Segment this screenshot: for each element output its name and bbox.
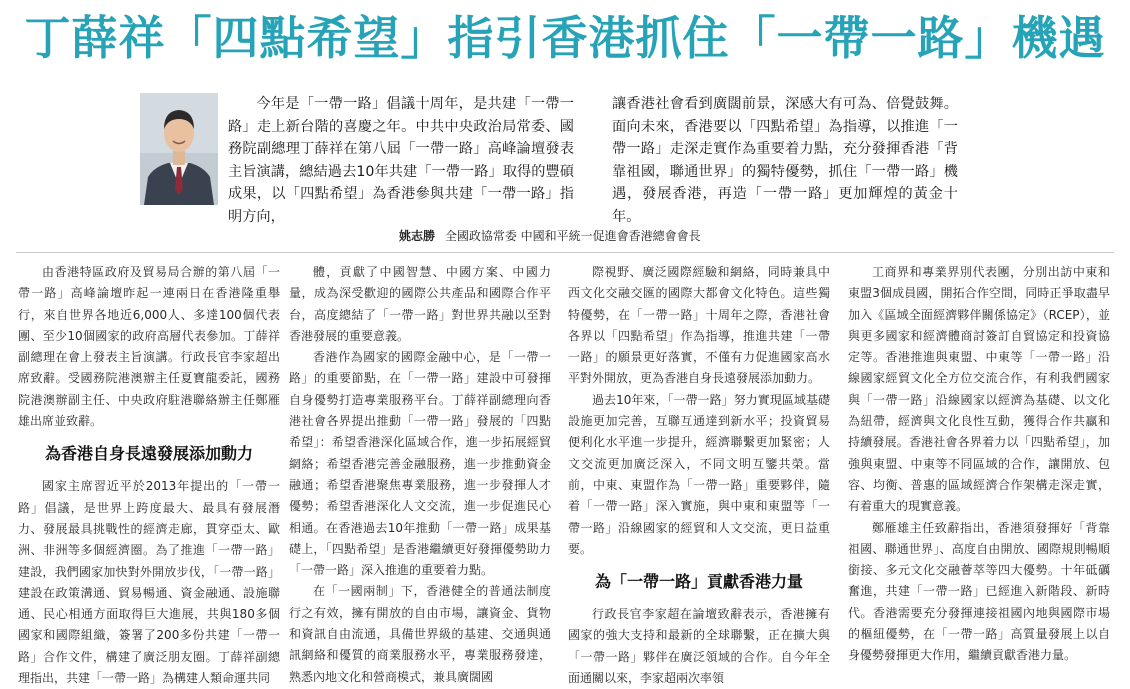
article-column-2 — [289, 262, 551, 688]
paragraph: 香港作為國家的國際金融中心，是「一帶一路」的重要節點，在「一帶一路」建設中可發揮自身優勢打造專業服務平台。丁薛祥副總理向香港社會各界提出推動「一帶一路」發展的「四點希望」：希望香港深化區域合作，進一步拓展經貿網絡；希望香港完善金融服務，進一步推動資金融通；希望香港聚焦專業服務，進一步發揮人才優勢；希望香港深化人文交流，進一步促進民心相通。在香港過去10年推動「一帶一路」成果基礎上，「四點希望」是香港繼續更好發揮優勢助力「一帶一路」深入推進的重要着力點。 — [289, 350, 551, 578]
paragraph: 工商界和專業界別代表團，分別出訪中東和東盟3個成員國，開拓合作空間，同時正爭取盡早加入《區域全面經濟夥伴關係協定》（RCEP），並與更多國家和經濟體商討簽訂自貿協定和投資協定等。香港推進與東盟、中東等「一帶一路」沿線國家經貿文化全方位交流合作，有利我們國家與「一帶一路」沿線國家以經濟為基礎、以文化為紐帶，經濟與文化良性互動，獲得合作共贏和持續發展。香港社會各界着力以「四點希望」，加強與東盟、中東等不同區域的合作，讓開放、包容、均衡、普惠的區域經濟合作架構走深走實，有着重大的現實意義。 — [848, 265, 1110, 514]
author-byline — [399, 227, 999, 245]
author-portrait-image — [140, 93, 218, 205]
author-title: 全國政協常委 中國和平統一促進會香港總會會長 — [444, 229, 701, 243]
paragraph: 體，貢獻了中國智慧、中國方案、中國力量，成為深受歡迎的國際公共產品和國際合作平台，高度總結了「一帶一路」對世界共融以至對香港發展的重要意義。 — [289, 265, 551, 343]
author-photo — [140, 93, 218, 205]
paragraph: 際視野、廣泛國際經驗和網絡，同時兼具中西文化交融交匯的國際大都會文化特色。這些獨特優勢，在「一帶一路」十周年之際，香港社會各界以「四點希望」作為指導，推進共建「一帶一路」的願景更好落實，不僅有力促進國家高水平對外開放，更為香港自身長遠發展添加動力。 — [568, 265, 830, 386]
article-column-1 — [18, 262, 280, 689]
section-divider — [16, 252, 1114, 253]
paragraph: 在「一國兩制」下，香港健全的普通法制度行之有效，擁有開放的自由市場，讓資金、貨物和資訊自由流通，具備世界級的基建、交通與通訊網絡和優質的商業服務水平，專業服務發達，熟悉內地文化和營商模式，兼具廣闊國 — [289, 584, 551, 684]
intro-paragraph-right: 讓香港社會看到廣闊前景，深感大有可為、倍覺鼓舞。面向未來，香港要以「四點希望」為指導，以推進「一帶一路」走深走實作為重要着力點，充分發揮香港「背靠祖國，聯通世界」的獨特優勢，抓住「一帶一路」機遇，發展香港，再造「一帶一路」更加輝煌的黃金十年。 — [612, 96, 958, 225]
paragraph: 過去10年來，「一帶一路」努力實現區域基礎設施更加完善，互聯互通達到新水平；投資貿易便利化水平進一步提升，經濟聯繫更加緊密；人文交流更加廣泛深入，不同文明互鑒共榮。當前，中東、東盟作為「一帶一路」重要夥伴，隨着「一帶一路」深入實施，與中東和東盟等「一帶一路」沿線國家的經貿和人文交流，更日益重要。 — [568, 392, 830, 556]
article-column-4 — [848, 262, 1110, 667]
paragraph: 行政長官李家超在論壇致辭表示，香港擁有國家的強大支持和最新的全球聯繫，正在擴大與「一帶一路」夥伴在廣泛領域的合作。自今年全面通關以來，李家超兩次率領 — [568, 607, 830, 686]
article-column-3 — [568, 262, 830, 689]
section-heading: 為香港自身長遠發展添加動力 — [44, 444, 253, 464]
paragraph: 國家主席習近平於2013年提出的「一帶一路」倡議，是世界上跨度最大、最具有發展潛力、發展最具挑戰性的經濟走廊，貫穿亞太、歐洲、非洲等多個經濟圈。為了推進「一帶一路」建設，我們國家加快對外開放步伐，「一帶一路」建設在政策溝通、貿易暢通、資金融通、設施聯通、民心相通方面取得巨大進展，共與180多個國家和國際組織，簽署了200多份共建「一帶一路」合作文件，構建了廣泛朋友圈。丁薛祥副總理指出，共建「一帶一路」為構建人類命運共同 — [18, 479, 280, 686]
author-name: 姚志勝 — [399, 229, 436, 243]
paragraph: 由香港特區政府及貿易局合辦的第八屆「一帶一路」高峰論壇昨起一連兩日在香港隆重舉行，來自世界各地近6,000人、多達100個代表團、至少10個國家的政府高層代表參加。丁薛祥副總理在會上發表主旨演講。行政長官李家超出席致辭。受國務院港澳辦主任夏寶龍委託，國務院港澳辦副主任、中央政府駐港聯絡辦主任鄭雁雄出席並致辭。 — [18, 265, 280, 429]
paragraph: 鄭雁雄主任致辭指出，香港須發揮好「背靠祖國、聯通世界」、高度自由開放、國際規則暢順銜接、多元文化交融薈萃等四大優勢。十年砥礪奮進，共建「一帶一路」已經進入新階段、新時代。香港需要充分發揮連接祖國內地與國際市場的樞紐優勢，在「一帶一路」高質量發展上以自身優勢發揮更大作用，繼續貢獻香港力量。 — [848, 520, 1110, 663]
intro-paragraph-left: 今年是「一帶一路」倡議十周年，是共建「一帶一路」走上新台階的喜慶之年。中共中央政治局常委、國務院副總理丁薛祥在第八屆「一帶一路」高峰論壇發表主旨演講，總結過去10年共建「一帶一路」取得的豐碩成果，以「四點希望」為香港參與共建「一帶一路」指明方向， — [228, 96, 574, 225]
section-heading: 為「一帶一路」貢獻香港力量 — [594, 572, 803, 592]
article-headline: 丁薛祥「四點希望」指引香港抓住「一帶一路」機遇 — [24, 11, 1106, 65]
